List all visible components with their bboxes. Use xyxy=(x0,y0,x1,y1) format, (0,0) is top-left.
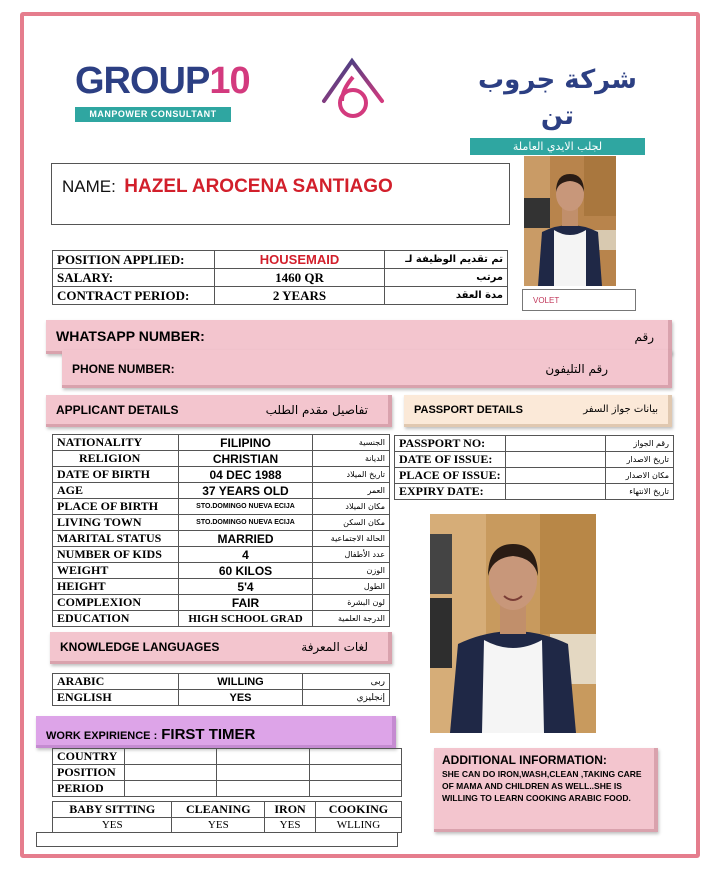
detail-label: COMPLEXION xyxy=(53,595,179,611)
table-row xyxy=(53,579,390,595)
position-value: HOUSEMAID xyxy=(215,251,385,269)
detail-label-ar: الجنسية xyxy=(313,435,390,451)
passport-label: EXPIRY DATE: xyxy=(395,484,506,500)
applicant-header-label: APPLICANT DETAILS xyxy=(56,403,179,417)
contract-label: CONTRACT PERIOD: xyxy=(53,287,215,305)
skill-value: YES xyxy=(172,818,265,833)
experience-row-label: COUNTRY xyxy=(53,749,125,765)
passport-label-ar: تاريخ الاصدار xyxy=(605,452,673,468)
table-row xyxy=(395,452,674,468)
skills-table xyxy=(52,801,402,833)
passport-label: PLACE OF ISSUE: xyxy=(395,468,506,484)
whatsapp-label-ar: رقم xyxy=(634,330,654,344)
table-row xyxy=(53,690,390,706)
detail-label-ar: الوزن xyxy=(313,563,390,579)
passport-label-ar: مكان الاصدار xyxy=(605,468,673,484)
language-value: WILLING xyxy=(179,674,303,690)
table-row xyxy=(53,563,390,579)
detail-value: 37 YEARS OLD xyxy=(179,483,313,499)
detail-label-ar: عدد الأطفال xyxy=(313,547,390,563)
language-value: YES xyxy=(179,690,303,706)
detail-label-ar: مكان السكن xyxy=(313,515,390,531)
table-row xyxy=(53,818,402,833)
applicant-photo-small xyxy=(524,156,616,286)
language-label: ENGLISH xyxy=(53,690,179,706)
languages-header-label-ar: لغات المعرفة xyxy=(301,640,368,654)
detail-value: 4 xyxy=(179,547,313,563)
passport-value xyxy=(505,468,605,484)
applicant-details-table xyxy=(52,434,390,627)
detail-value: HIGH SCHOOL GRAD xyxy=(179,611,313,627)
table-row xyxy=(53,781,402,797)
skill-header: IRON xyxy=(265,802,316,818)
table-row xyxy=(53,483,390,499)
detail-value: STO.DOMINGO NUEVA ECIJA xyxy=(179,499,313,515)
table-row xyxy=(53,467,390,483)
phone-bar xyxy=(62,350,672,388)
additional-info-body: SHE CAN DO IRON,WASH,CLEAN ,TAKING CARE OF MAMA AND CHILDREN AS WELL..SHE IS WILLING TO LEARN COOKING ARABIC FOOD. xyxy=(442,769,642,803)
detail-label-ar: الدرجة العلمية xyxy=(313,611,390,627)
detail-label: EDUCATION xyxy=(53,611,179,627)
passport-label: PASSPORT NO: xyxy=(395,436,506,452)
detail-label-ar: العمر xyxy=(313,483,390,499)
table-row xyxy=(53,611,390,627)
table-row xyxy=(395,484,674,500)
detail-label: NUMBER OF KIDS xyxy=(53,547,179,563)
detail-value: FILIPINO xyxy=(179,435,313,451)
detail-label: WEIGHT xyxy=(53,563,179,579)
detail-value: FAIR xyxy=(179,595,313,611)
passport-header-label-ar: بيانات جواز السفر xyxy=(583,404,658,415)
detail-label-ar: الطول xyxy=(313,579,390,595)
detail-label: RELIGION xyxy=(53,451,179,467)
table-row xyxy=(53,515,390,531)
name-box xyxy=(51,163,510,225)
table-row xyxy=(395,436,674,452)
table-row xyxy=(53,269,508,287)
whatsapp-label: WHATSAPP NUMBER: xyxy=(56,328,205,344)
detail-label: AGE xyxy=(53,483,179,499)
table-row xyxy=(53,435,390,451)
skill-header: BABY SITTING xyxy=(53,802,172,818)
emblem-logo xyxy=(316,55,390,125)
table-row xyxy=(53,451,390,467)
passport-value xyxy=(505,452,605,468)
passport-label-ar: تاريخ الانتهاء xyxy=(605,484,673,500)
skill-value: YES xyxy=(53,818,172,833)
position-label: POSITION APPLIED: xyxy=(53,251,215,269)
passport-table xyxy=(394,435,674,500)
table-row xyxy=(53,765,402,781)
languages-table xyxy=(52,673,390,706)
table-row xyxy=(53,287,508,305)
position-label-ar: تم تقديم الوظيفة لـ xyxy=(385,251,508,269)
phone-label-ar: رقم التليفون xyxy=(545,362,608,376)
phone-label: PHONE NUMBER: xyxy=(72,362,175,376)
passport-value xyxy=(505,484,605,500)
additional-info-box xyxy=(434,748,658,832)
detail-label-ar: مكان الميلاد xyxy=(313,499,390,515)
passport-value xyxy=(505,436,605,452)
table-row xyxy=(53,251,508,269)
table-row xyxy=(53,547,390,563)
detail-label-ar: الديانة xyxy=(313,451,390,467)
knowledge-languages-header xyxy=(50,632,392,664)
table-row xyxy=(53,531,390,547)
detail-label-ar: تاريخ الميلاد xyxy=(313,467,390,483)
work-experience-header xyxy=(36,716,396,748)
detail-label-ar: الحالة الاجتماعية xyxy=(313,531,390,547)
table-row xyxy=(53,802,402,818)
detail-label: HEIGHT xyxy=(53,579,179,595)
detail-value: 04 DEC 1988 xyxy=(179,467,313,483)
name-label: NAME: xyxy=(62,177,116,196)
skill-header: COOKING xyxy=(315,802,401,818)
detail-label: MARITAL STATUS xyxy=(53,531,179,547)
detail-label: PLACE OF BIRTH xyxy=(53,499,179,515)
detail-label: LIVING TOWN xyxy=(53,515,179,531)
detail-value: 60 KILOS xyxy=(179,563,313,579)
group-ten-arabic-logo: شركة جروب تن لجلب الايدي العاملة xyxy=(470,62,645,126)
applicant-photo-large xyxy=(430,514,596,733)
experience-row-label: POSITION xyxy=(53,765,125,781)
detail-label: NATIONALITY xyxy=(53,435,179,451)
table-row xyxy=(395,468,674,484)
passport-header-label: PASSPORT DETAILS xyxy=(414,404,523,416)
table-row xyxy=(53,749,402,765)
skill-value: WLLING xyxy=(315,818,401,833)
contract-value: 2 YEARS xyxy=(215,287,385,305)
applicant-details-header xyxy=(46,395,392,427)
language-label-ar: إنجليزي xyxy=(303,690,390,706)
group10-logo: GROUP10 MANPOWER CONSULTANT xyxy=(75,60,231,126)
additional-info-title: ADDITIONAL INFORMATION: xyxy=(442,753,607,767)
salary-label: SALARY: xyxy=(53,269,215,287)
detail-value: MARRIED xyxy=(179,531,313,547)
passport-label: DATE OF ISSUE: xyxy=(395,452,506,468)
detail-label: DATE OF BIRTH xyxy=(53,467,179,483)
languages-header-label: KNOWLEDGE LANGUAGES xyxy=(60,640,220,654)
applicant-name: HAZEL AROCENA SANTIAGO xyxy=(124,176,393,197)
table-row xyxy=(53,499,390,515)
photo-caption: VOLET xyxy=(522,289,636,311)
applicant-header-label-ar: تفاصيل مقدم الطلب xyxy=(265,403,368,417)
skill-value: YES xyxy=(265,818,316,833)
detail-value: STO.DOMINGO NUEVA ECIJA xyxy=(179,515,313,531)
whatsapp-bar xyxy=(46,320,672,354)
detail-value: CHRISTIAN xyxy=(179,451,313,467)
contract-label-ar: مدة العقد xyxy=(385,287,508,305)
language-label: ARABIC xyxy=(53,674,179,690)
detail-value: 5'4 xyxy=(179,579,313,595)
position-table xyxy=(52,250,508,305)
table-row xyxy=(53,595,390,611)
salary-value: 1460 QR xyxy=(215,269,385,287)
detail-label-ar: لون البشرة xyxy=(313,595,390,611)
table-row xyxy=(53,674,390,690)
language-label-ar: ربى xyxy=(303,674,390,690)
footer-box xyxy=(36,832,398,847)
passport-label-ar: رقم الجواز xyxy=(605,436,673,452)
salary-label-ar: مرتب xyxy=(385,269,508,287)
work-experience-table xyxy=(52,748,402,797)
skill-header: CLEANING xyxy=(172,802,265,818)
experience-row-label: PERIOD xyxy=(53,781,125,797)
work-experience-value: FIRST TIMER xyxy=(161,726,256,743)
passport-details-header xyxy=(404,395,672,427)
work-experience-label: WORK EXPIRIENCE : xyxy=(46,730,158,742)
